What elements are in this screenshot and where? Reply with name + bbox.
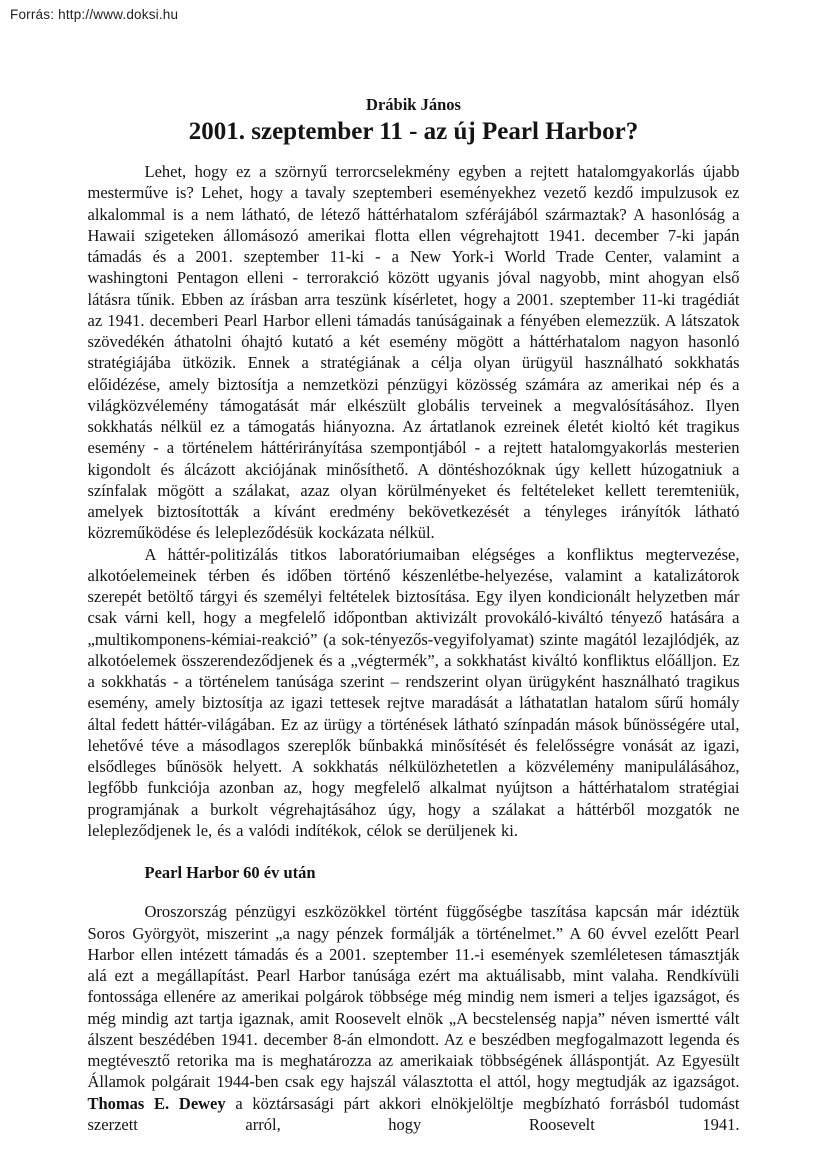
source-url-label: Forrás: http://www.doksi.hu (10, 7, 179, 22)
person-name-bold: Thomas E. Dewey (87, 1093, 226, 1113)
paragraph-intro: Lehet, hogy ez a szörnyű terrorcselekmény egyben a rejtett hatalomgyakorlás újabb mesterműve is? Lehet, hogy a tavaly szeptemberi eseményekhez vezető kezdő impulzusok ez alkalommal is a nem látható, de létező háttérhatalom szférájából származtak? A hasonlóság a Hawaii szigeteken állomásozó amerikai flotta ellen végrehajtott 1941. december 7-ki japán támadás és a 2001. szeptember 11-ki - a New York-i World Trade Center, valamint a washingtoni Pentagon elleni - terrorakció között ugyanis jóval nagyobb, mint ahogyan első látásra tűnik. Ebben az írásban arra teszünk kísérletet, hogy a 2001. szeptember 11-ki tragédiát az 1941. decemberi Pearl Harbor elleni támadás tanúságainak a fényében elemezzük. A látszatok szövedékén áthatolni óhajtó kutató a két esemény mögött a háttérhatalom nagyon hasonló stratégiájába ütközik. Ennek a stratégiának a célja olyan ürügyül használható sokkhatás előidézése, amely biztosítja a nemzetközi pénzügyi közösség számára az amerikai nép és a világközvélemény támogatását már elkészült globális terveinek a megvalósításához. Ilyen sokkhatás nélkül ez a támogatás hiányozna. Az ártatlanok ezreinek életét kioltó két tragikus esemény - a történelem háttérirányítása szempontjából - a rejtett hatalomgyakorlás mesterien kigondolt és álcázott akciójának minősíthető. A döntéshozóknak úgy kellett húzogatniuk a színfalak mögött a szálakat, azaz olyan körülményeket és feltételeket kellett teremteniük, amelyek biztosították a kívánt eredmény bekövetkezését a tényleges irányítók látható közreműködése és lelepleződésük kockázata nélkül. (87, 162, 740, 543)
paragraph-pearl-harbor (88, 901, 740, 1135)
document-content (88, 0, 740, 1135)
document-title: 2001. szeptember 11 - az új Pearl Harbor? (188, 118, 639, 145)
section-heading: Pearl Harbor 60 év után (144, 863, 316, 882)
paragraph-text-before: Oroszország pénzügyi eszközökkel történt függőségbe taszítása kapcsán már idéztük Soros Györgyöt, miszerint „a nagy pénzek formálják a történelmet.” A 60 évvel ezelőtt Pearl Harbor ellen intézett támadás és a 2001. szeptember 11.-i események szemléletesen támasztják alá ezt a megállapítást. Pearl Harbor tanúsága ezért ma aktuálisabb, mint valaha. Rendkívüli fontossága ellenére az amerikai polgárok többsége még mindig nem ismeri a teljes igazságot, és még mindig azt tartja igaznak, amit Roosevelt elnök „A becstelenség napja” néven ismertté vált álszent beszédében 1941. december 8-án elmondott. Az e beszédben megfogalmazott legenda és megtévesztő retorika ma is meghatározza az amerikaiak többségének álláspontját. Az Egyesült Államok polgárait 1944-ben csak egy hajszál választotta el attól, hogy megtudják az igazságot. (87, 902, 740, 1092)
author-name: Drábik János (366, 95, 461, 114)
paragraph-text-after: a köztársasági párt akkori elnökjelöltje megbízható forrásból tudomást szerzett arról, hogy Roosevelt 1941. (87, 1093, 740, 1134)
paragraph-background-politics: A háttér-politizálás titkos laboratóriumaiban elégséges a konfliktus megtervezése, alkotóelemeinek térben és időben történő készenlétbe-helyezése, valamint a katalizátorok szerepét betöltő tárgyi és személyi feltételek biztosítása. Egy ilyen kondicionált helyzetben már csak várni kell, hogy a megfelelő időpontban aktivizált provokáló-kiváltó tényező hatására a „multikomponens-kémiai-reakció” (a sok-tényezős-vegyifolyamat) szinte magától lezajlódjék, az alkotóelemek összerendeződjenek és a „végtermék”, a sokkhatást kiváltó konfliktus előálljon. Ez a sokkhatás - a történelem tanúsága szerint – rendszerint olyan ürügyként használható tragikus esemény, amely biztosítja az igazi tettesek rejtve maradását a láthatatlan hatalom sűrű homály által fedett háttér-világában. Ez az ürügy a történések látható színpadán mások bűnösségére utal, lehetővé téve a másodlagos szereplők bűnbakká minősítését és felelősségre vonását az igazi, elsődleges bűnösök helyett. A sokkhatás nélkülözhetetlen a közvélemény manipulálásához, legfőbb funkciója azonban az, hogy megfelelő alkalmat nyújtson a háttérhatalom stratégiai programjának a burkolt végrehajtásához úgy, hogy a szálakat a háttérből mozgatók ne lelepleződjenek le, és a valódi indítékok, célok se derüljenek ki. (87, 544, 740, 840)
